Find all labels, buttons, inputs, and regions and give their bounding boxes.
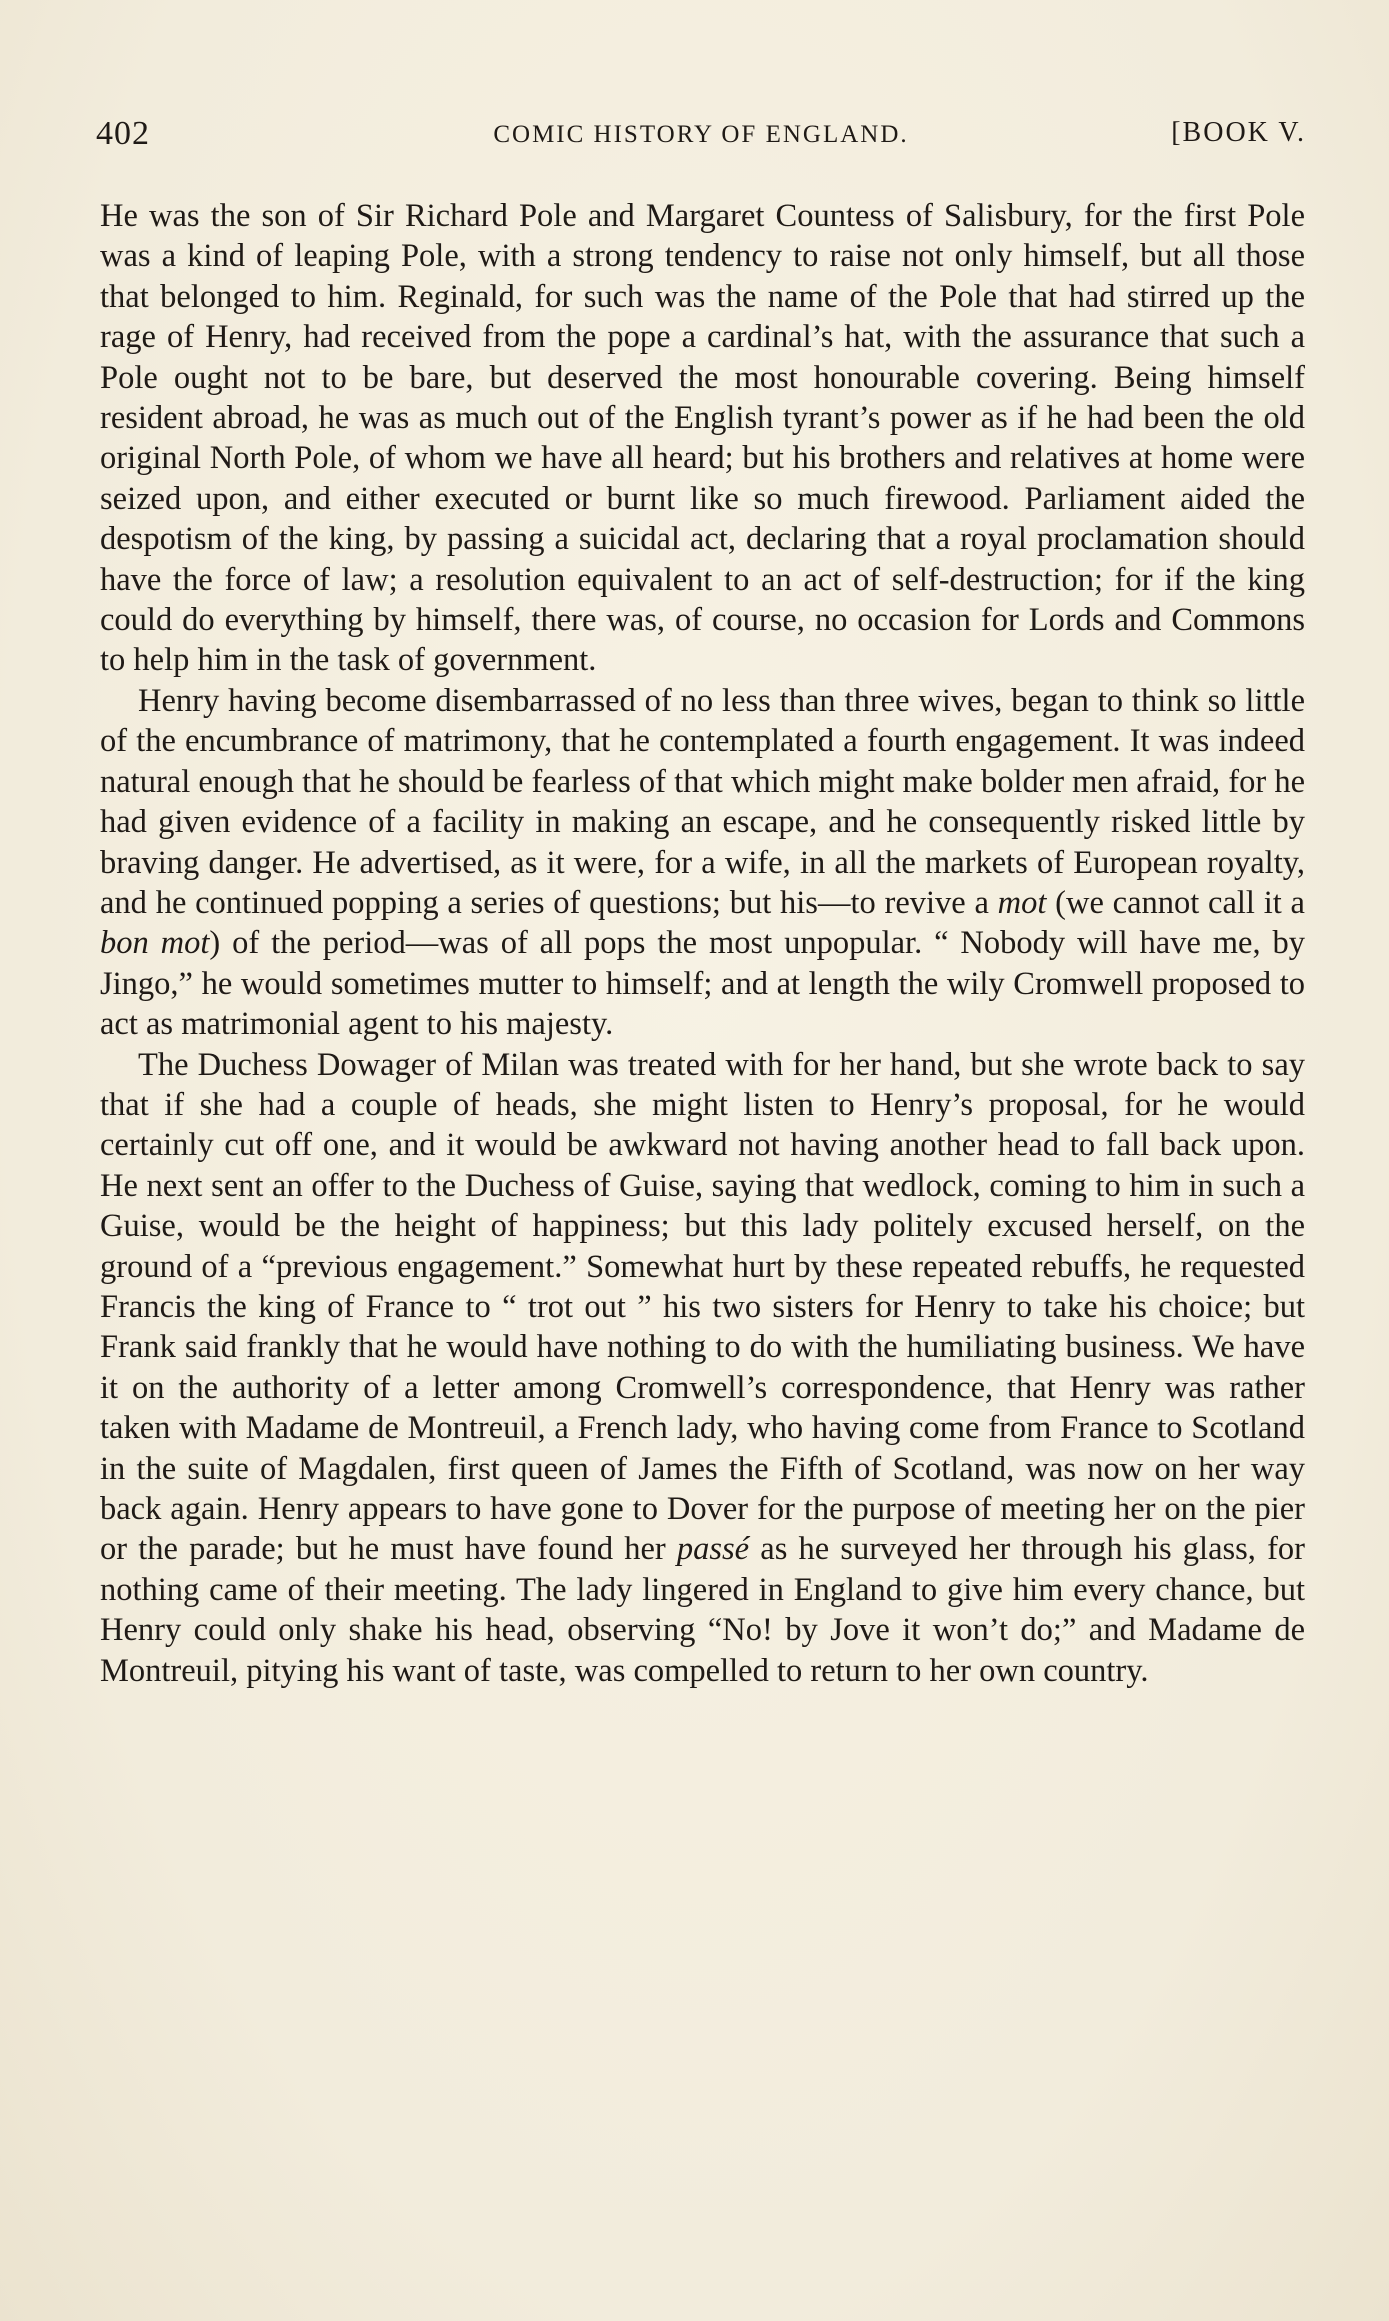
- text-segment: (we cannot call it a: [1046, 884, 1305, 921]
- italic-segment: bon mot: [100, 925, 210, 962]
- book-label: [BOOK V.: [1171, 117, 1306, 148]
- paragraph-1: [100, 196, 1305, 681]
- paragraph-3: [100, 1045, 1305, 1692]
- paragraph-2: [100, 681, 1305, 1045]
- text-segment: ) of the period—was of all pops the most unpopular. “ Nobody will have me, by Jingo,” he would sometimes mutter to himself; and at length the wily Cromwell proposed to act as matrimonial agent to his majesty.: [100, 925, 1306, 1043]
- text-segment: The Duchess Dowager of Milan was treated with for her hand, but she wrote back to say that if she had a couple of heads, she might listen to Henry’s proposal, for he would certainly cut off one, and it would be awkward not having another head to fall back upon. He next sent an offer to the Duchess of Guise, saying that wedlock, coming to him in such a Guise, would be the height of happiness; but this lady politely excused herself, on the ground of a “previous engagement.” Somewhat hurt by these repeated rebuffs, he requested Francis the king of France to “ trot out ” his two sisters for Henry to take his choice; but Frank said frankly that he would have nothing to do with the humiliating business. We have it on the authority of a letter among Cromwell’s correspondence, that Henry was rather taken with Madame de Montreuil, a French lady, who having come from France to Scotland in the suite of Magdalen, first queen of James the Fifth of Scotland, was now on her way back again. Henry appears to have gone to Dover for the purpose of meeting her on the pier or the parade; but he must have found her: [100, 1046, 1305, 1568]
- page-number: 402: [96, 115, 150, 152]
- body-text: [100, 196, 1305, 1691]
- text-segment: as he surveyed her through his glass, for nothing came of their meeting. The lady lingered in England to give him every chance, but Henry could only shake his head, observing “No! by Jove it won’t do;” and Madame de Montreuil, pitying his want of taste, was compelled to return to her own country.: [100, 1531, 1305, 1689]
- italic-segment: passé: [676, 1531, 750, 1568]
- text-segment: He was the son of Sir Richard Pole and Margaret Countess of Salisbury, for the first Pole was a kind of leaping Pole, with a strong tendency to raise not only himself, but all those that belonged to him. Reginald, for such was the name of the Pole that had stirred up the rage of Henry, had received from the pope a cardinal’s hat, with the assurance that such a Pole ought not to be bare, but deserved the most honourable covering. Being himself resident abroad, he was as much out of the English tyrant’s power as if he had been the old original North Pole, of whom we have all heard; but his brothers and relatives at home were seized upon, and either executed or burnt like so much firewood. Parliament aided the despotism of the king, by passing a suicidal act, declaring that a royal proclamation should have the force of law; a resolution equivalent to an act of self-destruction; for if the king could do everything by himself, there was, of course, no occasion for Lords and Commons to help him in the task of government.: [100, 198, 1305, 679]
- italic-segment: mot: [997, 884, 1047, 921]
- running-title: COMIC HISTORY OF ENGLAND.: [493, 121, 909, 148]
- page-header: [96, 115, 1306, 165]
- text-segment: Henry having become disembarrassed of no less than three wives, began to think so little of the encumbrance of matrimony, that he contemplated a fourth engagement. It was indeed natural enough that he should be fearless of that which might make bolder men afraid, for he had given evidence of a facility in making an escape, and he consequently risked little by braving danger. He advertised, as it were, for a wife, in all the markets of European royalty, and he continued popping a series of questions; but his—to revive a: [100, 682, 1305, 921]
